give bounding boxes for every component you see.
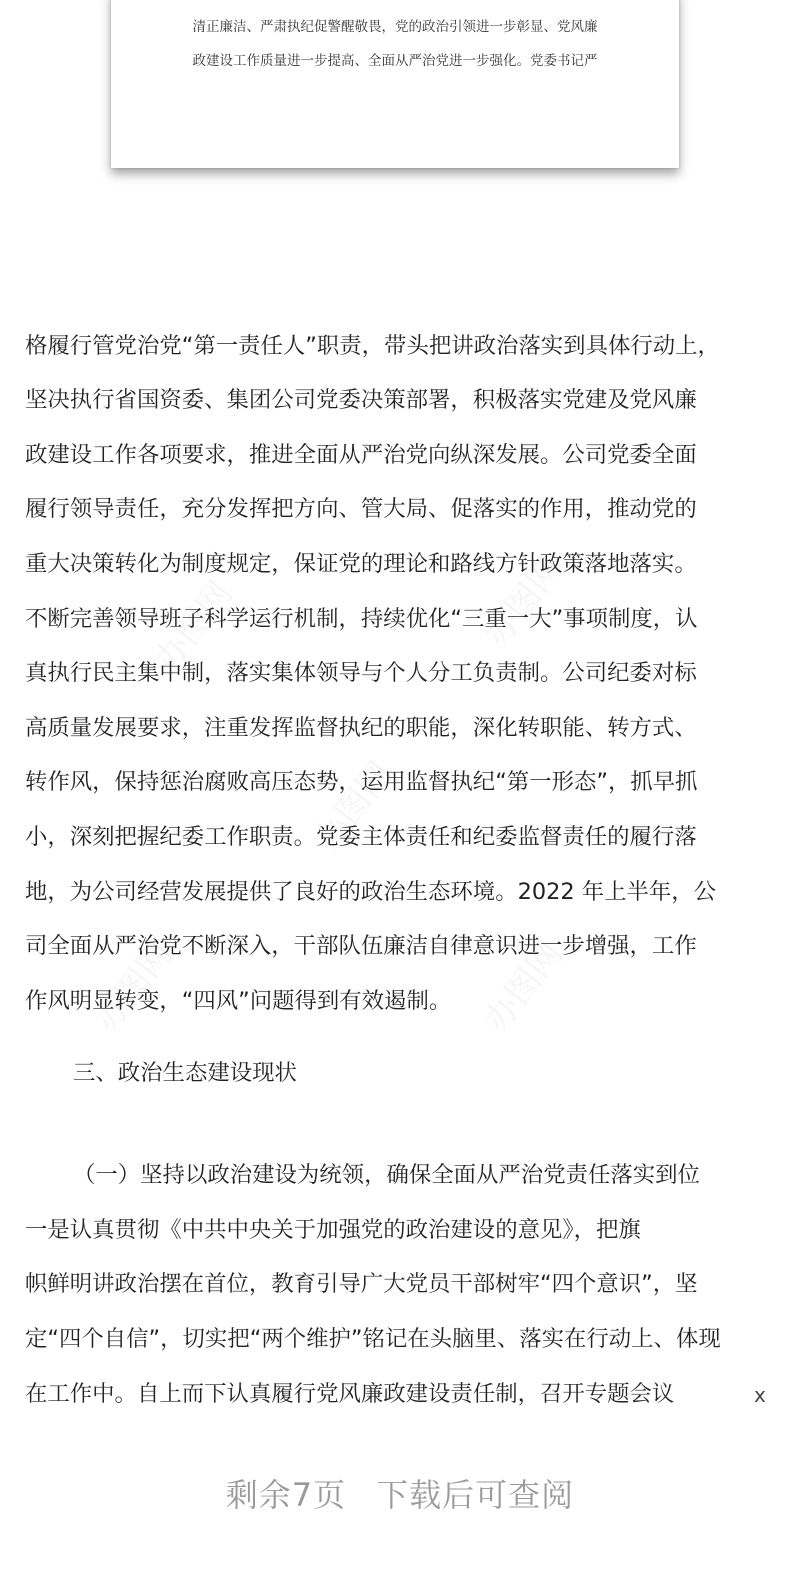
- paragraph-line: 帜鲜明讲政治摆在首位，教育引导广大党员干部树牢“四个意识”，坚: [25, 1271, 698, 1297]
- paragraph-line: 作风明显转变，“四风”问题得到有效遏制。: [25, 988, 452, 1014]
- paragraph-line: 坚决执行省国资委、集团公司党委决策部署，积极落实党建及党风廉: [25, 387, 697, 413]
- paragraph-line: 高质量发展要求，注重发挥监督执纪的职能，深化转职能、转方式、: [25, 715, 697, 741]
- remaining-pages-text: 剩余7页: [225, 1476, 347, 1514]
- paragraph-line: 司全面从严治党不断深入，干部队伍廉洁自律意识进一步增强，工作: [25, 933, 697, 959]
- download-prompt[interactable]: [0, 1470, 800, 1516]
- preview-line-2: 政建设工作质量进一步提高、全面从严治党进一步强化。党委书记严: [192, 53, 598, 69]
- paragraph-line: 格履行管党治党“第一责任人”职责，带头把讲政治落实到具体行动上，: [25, 333, 720, 359]
- paragraph-line: 定“四个自信”，切实把“两个维护”铭记在头脑里、落实在行动上、体现: [25, 1326, 721, 1352]
- subsection-heading: （一）坚持以政治建设为统领，确保全面从严治党责任落实到位: [73, 1162, 700, 1188]
- paragraph-line: 履行领导责任，充分发挥把方向、管大局、促落实的作用，推动党的: [25, 496, 697, 522]
- preview-card: [111, 0, 679, 168]
- paragraph-line: 重大决策转化为制度规定，保证党的理论和路线方针政策落地落实。: [25, 551, 697, 577]
- close-icon[interactable]: x: [754, 1383, 766, 1407]
- paragraph-line: 在工作中。自上而下认真履行党风廉政建设责任制，召开专题会议: [25, 1381, 675, 1407]
- paragraph-line: 真执行民主集中制，落实集体领导与个人分工负责制。公司纪委对标: [25, 660, 697, 686]
- paragraph-line: 转作风，保持惩治腐败高压态势，运用监督执纪“第一形态”，抓早抓: [25, 769, 698, 795]
- paragraph-line: 地，为公司经营发展提供了良好的政治生态环境。2022 年上半年，公: [25, 879, 717, 905]
- paragraph-line: 不断完善领导班子科学运行机制，持续优化“三重一大”事项制度，认: [25, 606, 698, 632]
- paragraph-line: 一是认真贯彻《中共中央关于加强党的政治建设的意见》，把旗: [25, 1217, 641, 1243]
- preview-line-1: 清正廉洁、严肃执纪促警醒敬畏，党的政治引领进一步彰显、党风廉: [192, 19, 598, 35]
- section-heading: 三、政治生态建设现状: [73, 1060, 297, 1086]
- paragraph-line: 政建设工作各项要求，推进全面从严治党向纵深发展。公司党委全面: [25, 442, 697, 468]
- download-to-view-text: 下载后可查阅: [376, 1476, 575, 1514]
- paragraph-line: 小，深刻把握纪委工作职责。党委主体责任和纪委监督责任的履行落: [25, 824, 697, 850]
